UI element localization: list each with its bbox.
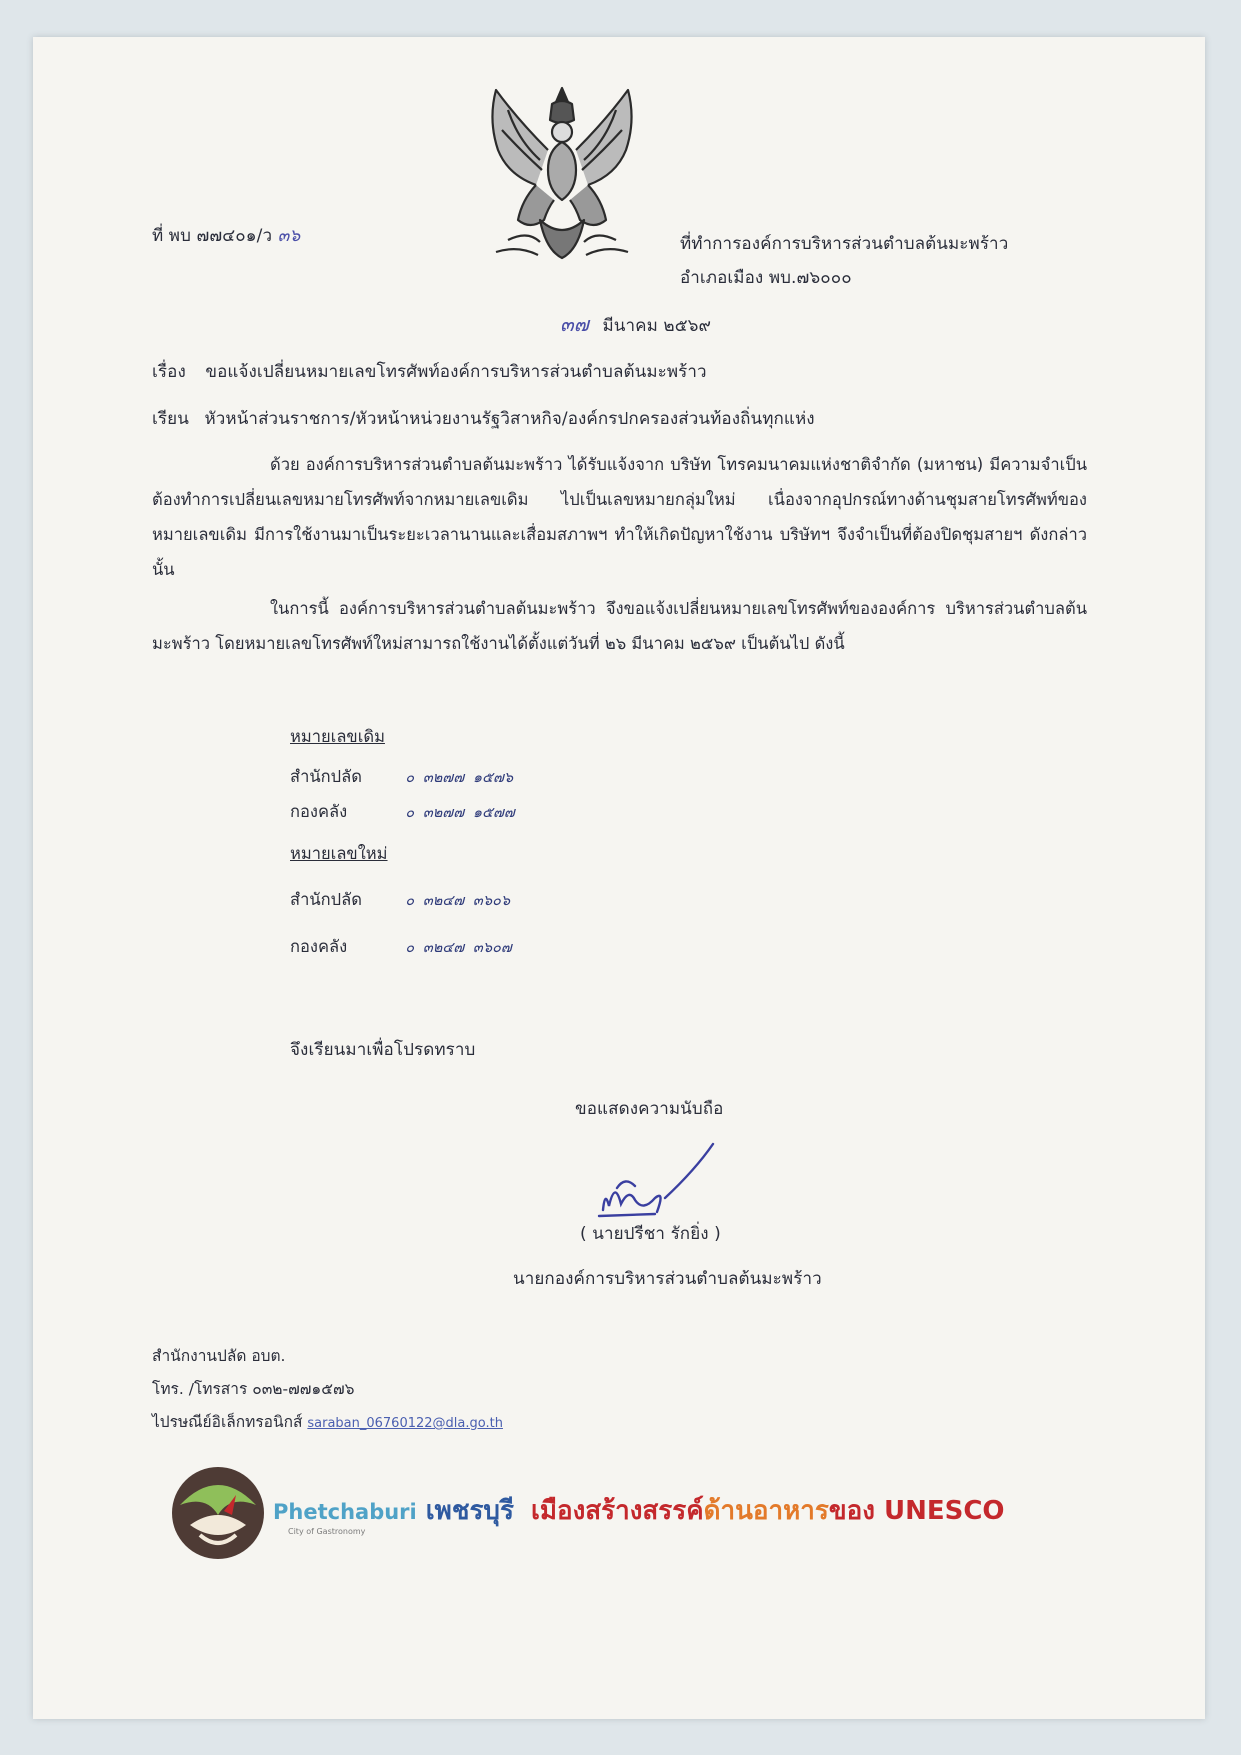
new-number-value: ๐ ๓๒๔๗ ๓๖๐๖ [405, 893, 511, 909]
reference-number [152, 222, 300, 249]
banner-slogan-part1: เมืองสร้างสรรค์ [530, 1496, 704, 1526]
garuda-emblem-icon [478, 80, 646, 268]
contact-email-link[interactable]: saraban_06760122@dla.go.th [307, 1416, 503, 1431]
body-paragraph-1-text: ด้วย องค์การบริหารส่วนตำบลต้นมะพร้าว ได้รับแจ้งจาก บริษัท โทรคมนาคมแห่งชาติจำกัด (มหาชน) มีความจำเป็นต้องทำการเปลี่ยนเลขหมายโทรศัพท์จากหมายเลขเดิม ไปเป็นเลขหมายกลุ่มใหม่ เนื่องจากอุปกรณ์ทางด้านชุมสายโทรศัพท์ของหมายเลขเดิม มีการใช้งานมาเป็นระยะเวลานานและเสื่อมสภาพฯ ทำให้เกิดปัญหาใช้งาน บริษัทฯ จึงจำเป็นที่ต้องปิดชุมสายฯ ดังกล่าว นั้น [152, 455, 1087, 579]
subject-label: เรื่อง [152, 362, 186, 382]
contact-office: สำนักงานปลัด อบต. [152, 1347, 286, 1365]
old-number-row [290, 794, 515, 829]
new-number-row [290, 923, 515, 970]
date-month-year: มีนาคม ๒๕๖๙ [602, 316, 712, 336]
old-number-label: สำนักปลัด [290, 767, 362, 786]
new-number-label: กองคลัง [290, 937, 348, 956]
body-paragraph-1 [152, 447, 1087, 587]
contact-email-line [152, 1406, 503, 1440]
addressee-line [152, 405, 815, 432]
footer-banner [170, 1455, 1070, 1565]
subject-line [152, 358, 707, 385]
date-day-handwritten: ๓๗ [560, 312, 589, 336]
banner-subtitle: City of Gastronomy [288, 1527, 366, 1536]
banner-unesco: UNESCO [883, 1496, 1005, 1526]
closing-text: จึงเรียนมาเพื่อโปรดทราบ [290, 1040, 476, 1060]
old-number-value: ๐ ๓๒๗๗ ๑๕๗๖ [405, 770, 514, 786]
contact-email-label: ไปรษณีย์อิเล็กทรอนิกส์ [152, 1413, 303, 1431]
document-date [560, 308, 711, 340]
regards-text: ขอแสดงความนับถือ [575, 1099, 724, 1119]
old-number-row [290, 759, 515, 794]
body-paragraph-2 [152, 591, 1087, 661]
signature-icon [595, 1140, 735, 1230]
phone-number-list [290, 720, 515, 970]
office-name: ที่ทำการองค์การบริหารส่วนตำบลต้นมะพร้าว [680, 234, 1009, 254]
new-number-row [290, 876, 515, 923]
banner-thai-city: เพชรบุรี [425, 1496, 514, 1526]
banner-slogan-part3: ของ [828, 1496, 875, 1526]
reference-number-text: ที่ พบ ๗๗๔๐๑/ว [152, 226, 273, 246]
banner-slogan [273, 1490, 1005, 1531]
phetchaburi-logo-icon [170, 1465, 266, 1561]
signatory-position: นายกองค์การบริหารส่วนตำบลต้นมะพร้าว [513, 1269, 822, 1289]
old-number-label: กองคลัง [290, 802, 348, 821]
new-number-label: สำนักปลัด [290, 890, 362, 909]
banner-slogan-part2: ด้านอาหาร [703, 1496, 829, 1526]
office-district: อำเภอเมือง พบ.๗๖๐๐๐ [680, 268, 852, 288]
old-number-value: ๐ ๓๒๗๗ ๑๕๗๗ [405, 805, 515, 821]
new-numbers-heading: หมายเลขใหม่ [290, 844, 388, 863]
signatory-name: ( นายปรีชา รักยิ่ง ) [580, 1224, 721, 1244]
addressee-text: หัวหน้าส่วนราชการ/หัวหน้าหน่วยงานรัฐวิสาหกิจ/องค์กรปกครองส่วนท้องถิ่นทุกแห่ง [204, 409, 815, 429]
contact-block [152, 1340, 503, 1440]
office-address [680, 227, 1008, 295]
banner-english-city: Phetchaburi [273, 1500, 417, 1524]
new-number-value: ๐ ๓๒๔๗ ๓๖๐๗ [405, 940, 512, 956]
old-numbers-heading: หมายเลขเดิม [290, 727, 385, 746]
reference-number-handwritten: ๓๖ [277, 226, 301, 246]
subject-text: ขอแจ้งเปลี่ยนหมายเลขโทรศัพท์องค์การบริหารส่วนตำบลต้นมะพร้าว [205, 362, 707, 382]
contact-phone: โทร. /โทรสาร ๐๓๒-๗๗๑๕๗๖ [152, 1380, 355, 1398]
body-paragraph-2-text: ในการนี้ องค์การบริหารส่วนตำบลต้นมะพร้าว จึงขอแจ้งเปลี่ยนหมายเลขโทรศัพท์ขององค์การ บริหารส่วนตำบลต้นมะพร้าว โดยหมายเลขโทรศัพท์ใหม่สามารถใช้งานได้ตั้งแต่วันที่ ๒๖ มีนาคม ๒๕๖๙ เป็นต้นไป ดังนี้ [152, 599, 1087, 653]
addressee-label: เรียน [152, 409, 189, 429]
